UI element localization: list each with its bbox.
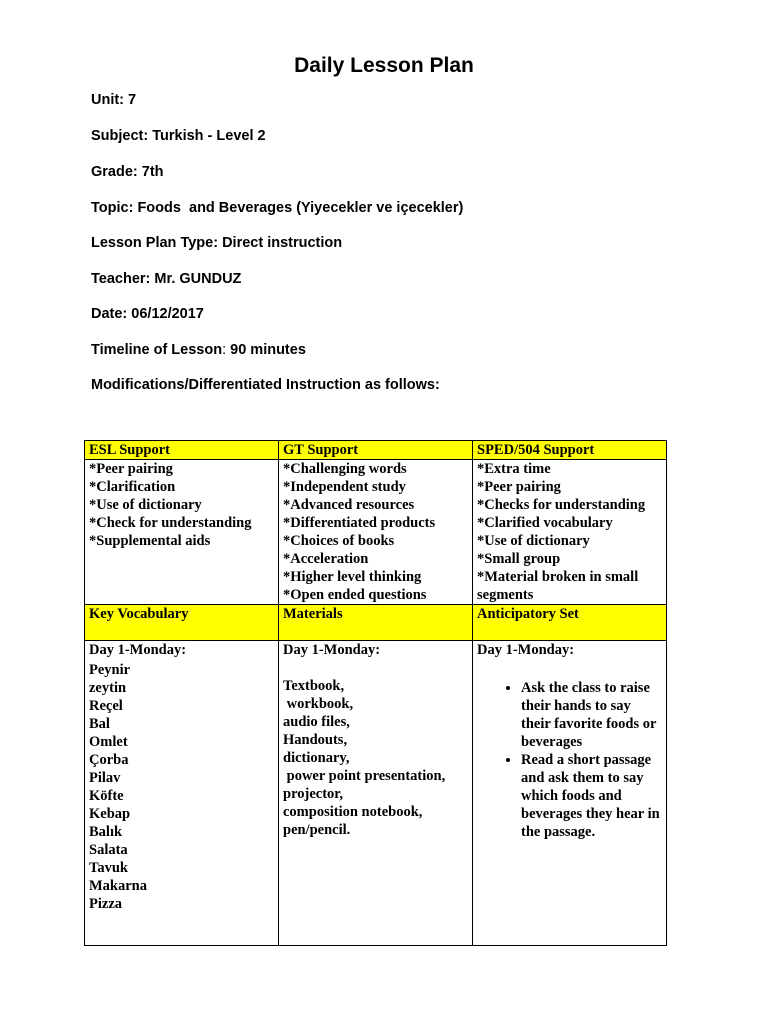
anticipatory-item: • Read a short passage and ask them to say which foods and beverages they hear in the passage. [521,751,662,841]
sped-item: *Clarified vocabulary [477,515,613,531]
materials-list [283,677,468,839]
esl-item: *Clarification [89,479,176,495]
lesson-type-label: Lesson Plan Type: [91,235,223,251]
sped-item: *Small group [477,551,561,567]
sped-item: *Peer pairing [477,479,561,495]
timeline-line [91,341,306,359]
timeline-value: 90 minutes [226,342,306,358]
support-content-row [85,460,667,605]
teacher-value: Mr. GUNDUZ [154,271,242,287]
vocab-word: Köfte [89,788,124,804]
material-item: pen/pencil. [283,822,351,838]
esl-support-header: ESL Support [85,441,279,460]
topic-line [91,199,463,217]
esl-support-cell [85,460,279,605]
support-header-row [85,441,667,460]
modifications-label: Modifications/Differentiated Instruction as follows: [91,377,440,393]
plan-header-row [85,605,667,641]
vocab-word: Tavuk [89,860,128,876]
timeline-label: Timeline of Lesson [91,342,223,358]
unit-line [91,91,136,109]
anticipatory-set-header: Anticipatory Set [473,605,667,641]
material-item: audio files, [283,714,350,730]
material-item: projector, [283,786,343,802]
day-label: Day 1-Monday: [477,642,575,658]
material-item: workbook, [283,696,354,712]
vocab-word: Omlet [89,734,128,750]
topic-label: Topic: [91,200,138,216]
vocab-word: Reçel [89,698,123,714]
date-value: 06/12/2017 [131,306,204,322]
material-item: composition notebook, [283,804,423,820]
vocab-word: Makarna [89,878,147,894]
vocab-word: Bal [89,716,110,732]
date-line [91,305,204,323]
subject-label: Subject: [91,128,153,144]
material-item: Handouts, [283,732,348,748]
lesson-type-line [91,234,342,252]
gt-item: *Choices of books [283,533,395,549]
materials-header: Materials [279,605,473,641]
esl-item: *Supplemental aids [89,533,211,549]
day-content-row [85,641,667,946]
page-title: Daily Lesson Plan [294,54,474,77]
sped-item: *Checks for understanding [477,497,646,513]
gt-item: *Open ended questions [283,587,427,603]
materials-cell [279,641,473,946]
vocab-word: Pizza [89,896,123,912]
gt-item: *Differentiated products [283,515,436,531]
vocab-word: Kebap [89,806,131,822]
grade-label: Grade: [91,164,142,180]
vocab-word: Salata [89,842,128,858]
date-label: Date: [91,306,132,322]
sped-support-header: SPED/504 Support [473,441,667,460]
teacher-label: Teacher: [91,271,155,287]
vocab-word: Çorba [89,752,129,768]
grade-line [91,163,164,181]
day-label: Day 1-Monday: [89,642,187,658]
vocab-word: Balık [89,824,123,840]
subject-value: Turkish - Level 2 [152,128,266,144]
sped-item: *Material broken in small segments [477,569,639,603]
vocabulary-list [89,661,274,913]
esl-item: *Peer pairing [89,461,173,477]
anticipatory-item: • Ask the class to raise their hands to say their favorite foods or beverages [521,679,662,751]
subject-line [91,127,266,145]
vocab-word: zeytin [89,680,127,696]
gt-item: *Advanced resources [283,497,415,513]
gt-support-header: GT Support [279,441,473,460]
key-vocabulary-header: Key Vocabulary [85,605,279,641]
esl-item: *Use of dictionary [89,497,202,513]
gt-item: *Higher level thinking [283,569,422,585]
anticipatory-set-cell [473,641,667,946]
gt-item: *Acceleration [283,551,369,567]
unit-value: 7 [128,92,137,108]
grade-value: 7th [141,164,164,180]
gt-item: *Challenging words [283,461,407,477]
lesson-plan-table [84,440,667,946]
timeline-colon: : [222,342,227,358]
gt-support-cell [279,460,473,605]
teacher-line [91,270,241,288]
vocabulary-cell [85,641,279,946]
material-item: Textbook, [283,678,345,694]
modifications-line [91,376,440,394]
sped-item: *Use of dictionary [477,533,590,549]
vocab-word: Pilav [89,770,121,786]
material-item: dictionary, [283,750,350,766]
unit-label: Unit: [91,92,129,108]
gt-item: *Independent study [283,479,406,495]
sped-support-cell [473,460,667,605]
topic-value: Foods and Beverages (Yiyecekler ve içecekler) [137,200,464,216]
day-label: Day 1-Monday: [283,642,381,658]
anticipatory-list [477,679,662,841]
material-item: power point presentation, [283,768,446,784]
esl-item: *Check for understanding [89,515,252,531]
lesson-type-value: Direct instruction [222,235,343,251]
sped-item: *Extra time [477,461,551,477]
vocab-word: Peynir [89,662,131,678]
